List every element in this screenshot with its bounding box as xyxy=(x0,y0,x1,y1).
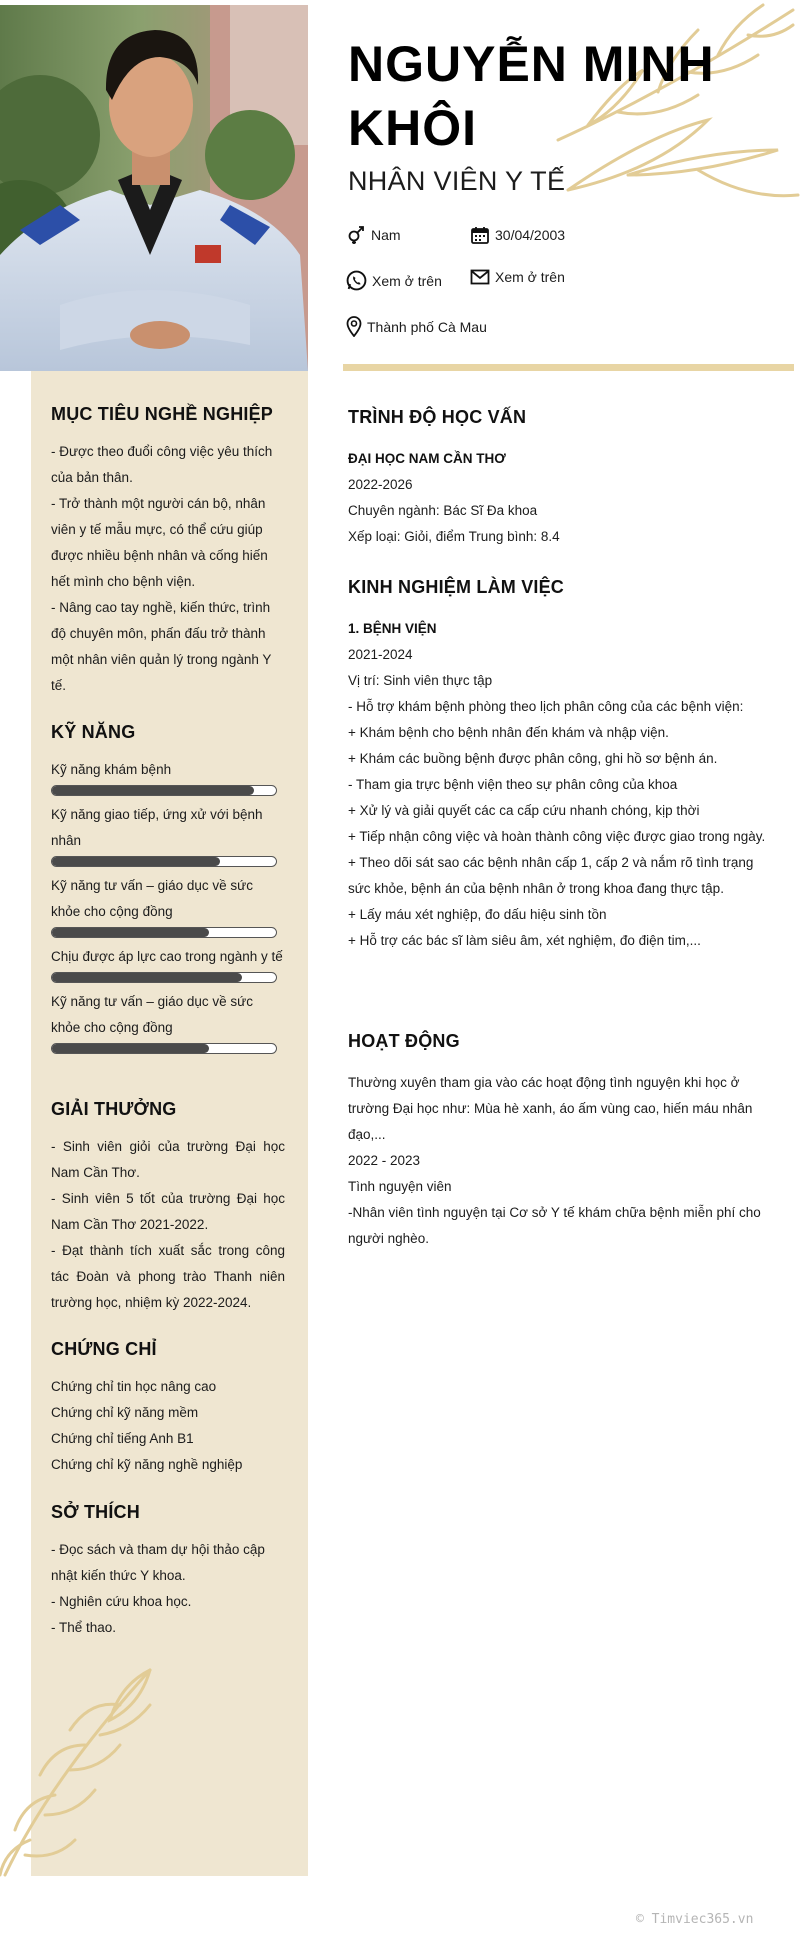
experience-line: + Theo dõi sát sao các bệnh nhân cấp 1, cấp 2 và nắm rõ tình trạng sức khỏe, bệnh án của bệnh nhân ở trong khoa đang thực tập. xyxy=(348,855,754,896)
education-period: 2022-2026 xyxy=(348,477,413,492)
email-info xyxy=(470,268,565,286)
calendar-icon xyxy=(470,225,490,245)
address-text: Thành phố Cà Mau xyxy=(367,318,487,335)
experience-period: 2021-2024 xyxy=(348,647,413,662)
leaf-decoration-bottom xyxy=(0,1660,170,1882)
phone-icon xyxy=(346,270,367,291)
skill-bar xyxy=(51,856,277,867)
mail-icon xyxy=(470,268,490,286)
skills-section xyxy=(51,722,285,1060)
education-major: Chuyên ngành: Bác Sĩ Đa khoa xyxy=(348,503,538,518)
phone-text: Xem ở trên xyxy=(372,272,442,289)
address-info xyxy=(346,316,487,337)
education-heading: TRÌNH ĐỘ HỌC VẤN xyxy=(348,407,527,427)
objective-heading: MỤC TIÊU NGHỀ NGHIỆP xyxy=(51,404,274,424)
experience-line: - Tham gia trực bệnh viện theo sự phân công của khoa xyxy=(348,777,678,792)
gender-icon xyxy=(346,225,366,245)
location-pin-icon xyxy=(346,316,362,337)
skill-item xyxy=(51,802,285,867)
skill-bar xyxy=(51,927,277,938)
certificates-section xyxy=(51,1339,285,1478)
skill-bar xyxy=(51,1043,277,1054)
activities-role: Tình nguyện viên xyxy=(348,1179,452,1194)
skill-bar-fill xyxy=(52,928,209,937)
skill-bar-fill xyxy=(52,973,242,982)
experience-heading: KINH NGHIỆM LÀM VIỆC xyxy=(348,577,565,597)
birthday-text: 30/04/2003 xyxy=(495,227,566,243)
experience-line: + Khám bệnh cho bệnh nhân đến khám và nhập viện. xyxy=(348,725,669,740)
skill-item xyxy=(51,873,285,938)
header-divider xyxy=(343,364,794,371)
experience-section xyxy=(348,577,773,954)
experience-line: - Hỗ trợ khám bệnh phòng theo lịch phân công của các bệnh viện: xyxy=(348,699,744,714)
certificate-line: Chứng chỉ kỹ năng mềm xyxy=(51,1405,199,1420)
education-section xyxy=(348,407,773,550)
award-line-3: - Đạt thành tích xuất sắc trong công tác Đoàn và phong trào Thanh niên trường học, nhiệm kỳ 2022-2024. xyxy=(51,1243,285,1310)
gender-text: Nam xyxy=(371,227,401,243)
hobby-line: - Nghiên cứu khoa học. xyxy=(51,1594,192,1609)
skill-label: Kỹ năng tư vấn – giáo dục về sức khỏe cho cộng đồng xyxy=(51,878,253,919)
awards-heading: GIẢI THƯỞNG xyxy=(51,1099,177,1119)
activities-heading: HOẠT ĐỘNG xyxy=(348,1031,460,1051)
objective-line-2: - Trở thành một người cán bộ, nhân viên y tế mẫu mực, có thể cứu giúp được nhiều bệnh nhân và cống hiến hết mình cho bệnh viện. xyxy=(51,496,268,589)
job-title: NHÂN VIÊN Y TẾ xyxy=(348,166,566,196)
skill-item xyxy=(51,989,285,1054)
certificate-line: Chứng chỉ tin học nâng cao xyxy=(51,1379,217,1394)
activities-desc: -Nhân viên tình nguyện tại Cơ sở Y tế khám chữa bệnh miễn phí cho người nghèo. xyxy=(348,1205,761,1246)
skill-label: Kỹ năng khám bệnh xyxy=(51,762,172,777)
skill-label: Chịu được áp lực cao trong ngành y tế xyxy=(51,949,283,964)
hobbies-section xyxy=(51,1502,285,1641)
experience-line: + Hỗ trợ các bác sĩ làm siêu âm, xét nghiệm, đo điện tim,... xyxy=(348,933,701,948)
experience-line: + Xử lý và giải quyết các ca cấp cứu nhanh chóng, kịp thời xyxy=(348,803,700,818)
skill-item xyxy=(51,757,285,796)
objective-section xyxy=(51,404,285,699)
candidate-name: NGUYỄN MINH KHÔI xyxy=(348,36,715,156)
email-text: Xem ở trên xyxy=(495,269,565,285)
activities-intro: Thường xuyên tham gia vào các hoạt động tình nguyện khi học ở trường Đại học như: Mùa hè xanh, áo ấm vùng cao, hiến máu nhân đạo,... xyxy=(348,1075,753,1142)
skill-item xyxy=(51,944,285,983)
skill-bar-fill xyxy=(52,857,220,866)
objective-line-1: - Được theo đuổi công việc yêu thích của bản thân. xyxy=(51,444,273,485)
skill-label: Kỹ năng giao tiếp, ứng xử với bệnh nhân xyxy=(51,807,263,848)
hobbies-heading: SỞ THÍCH xyxy=(51,1502,140,1522)
experience-line: + Khám các buồng bệnh được phân công, ghi hồ sơ bệnh án. xyxy=(348,751,718,766)
certificate-line: Chứng chỉ tiếng Anh B1 xyxy=(51,1431,194,1446)
education-grade: Xếp loại: Giỏi, điểm Trung bình: 8.4 xyxy=(348,529,560,544)
skills-heading: KỸ NĂNG xyxy=(51,722,136,742)
award-line-2: - Sinh viên 5 tốt của trường Đại học Nam Cần Thơ 2021-2022. xyxy=(51,1191,285,1232)
certificate-line: Chứng chỉ kỹ năng nghề nghiệp xyxy=(51,1457,243,1472)
gender-info xyxy=(346,225,401,245)
certificates-heading: CHỨNG CHỈ xyxy=(51,1339,157,1359)
experience-line: + Lấy máu xét nghiệp, đo dấu hiệu sinh tồn xyxy=(348,907,607,922)
company-name: 1. BỆNH VIỆN xyxy=(348,621,437,636)
awards-section xyxy=(51,1099,285,1316)
phone-info xyxy=(346,270,442,291)
skill-bar xyxy=(51,972,277,983)
objective-line-3: - Nâng cao tay nghề, kiến thức, trình độ chuyên môn, phấn đấu trở thành một nhân viên quản lý trong ngành Y tế. xyxy=(51,600,272,693)
skill-label: Kỹ năng tư vấn – giáo dục về sức khỏe cho cộng đồng xyxy=(51,994,253,1035)
skill-bar xyxy=(51,785,277,796)
profile-photo xyxy=(0,5,308,371)
birthday-info xyxy=(470,225,565,245)
skill-bar-fill xyxy=(52,786,254,795)
watermark: © Timviec365.vn xyxy=(636,1912,754,1927)
hobby-line: - Đọc sách và tham dự hội thảo cập nhật kiến thức Y khoa. xyxy=(51,1542,265,1583)
school-name: ĐẠI HỌC NAM CẦN THƠ xyxy=(348,451,506,466)
activities-period: 2022 - 2023 xyxy=(348,1153,421,1168)
award-line-1: - Sinh viên giỏi của trường Đại học Nam Cần Thơ. xyxy=(51,1139,285,1180)
skill-bar-fill xyxy=(52,1044,209,1053)
hobby-line: - Thể thao. xyxy=(51,1620,117,1635)
experience-line: + Tiếp nhận công việc và hoàn thành công việc được giao trong ngày. xyxy=(348,829,766,844)
experience-position: Vị trí: Sinh viên thực tập xyxy=(348,673,493,688)
activities-section xyxy=(348,1031,773,1252)
